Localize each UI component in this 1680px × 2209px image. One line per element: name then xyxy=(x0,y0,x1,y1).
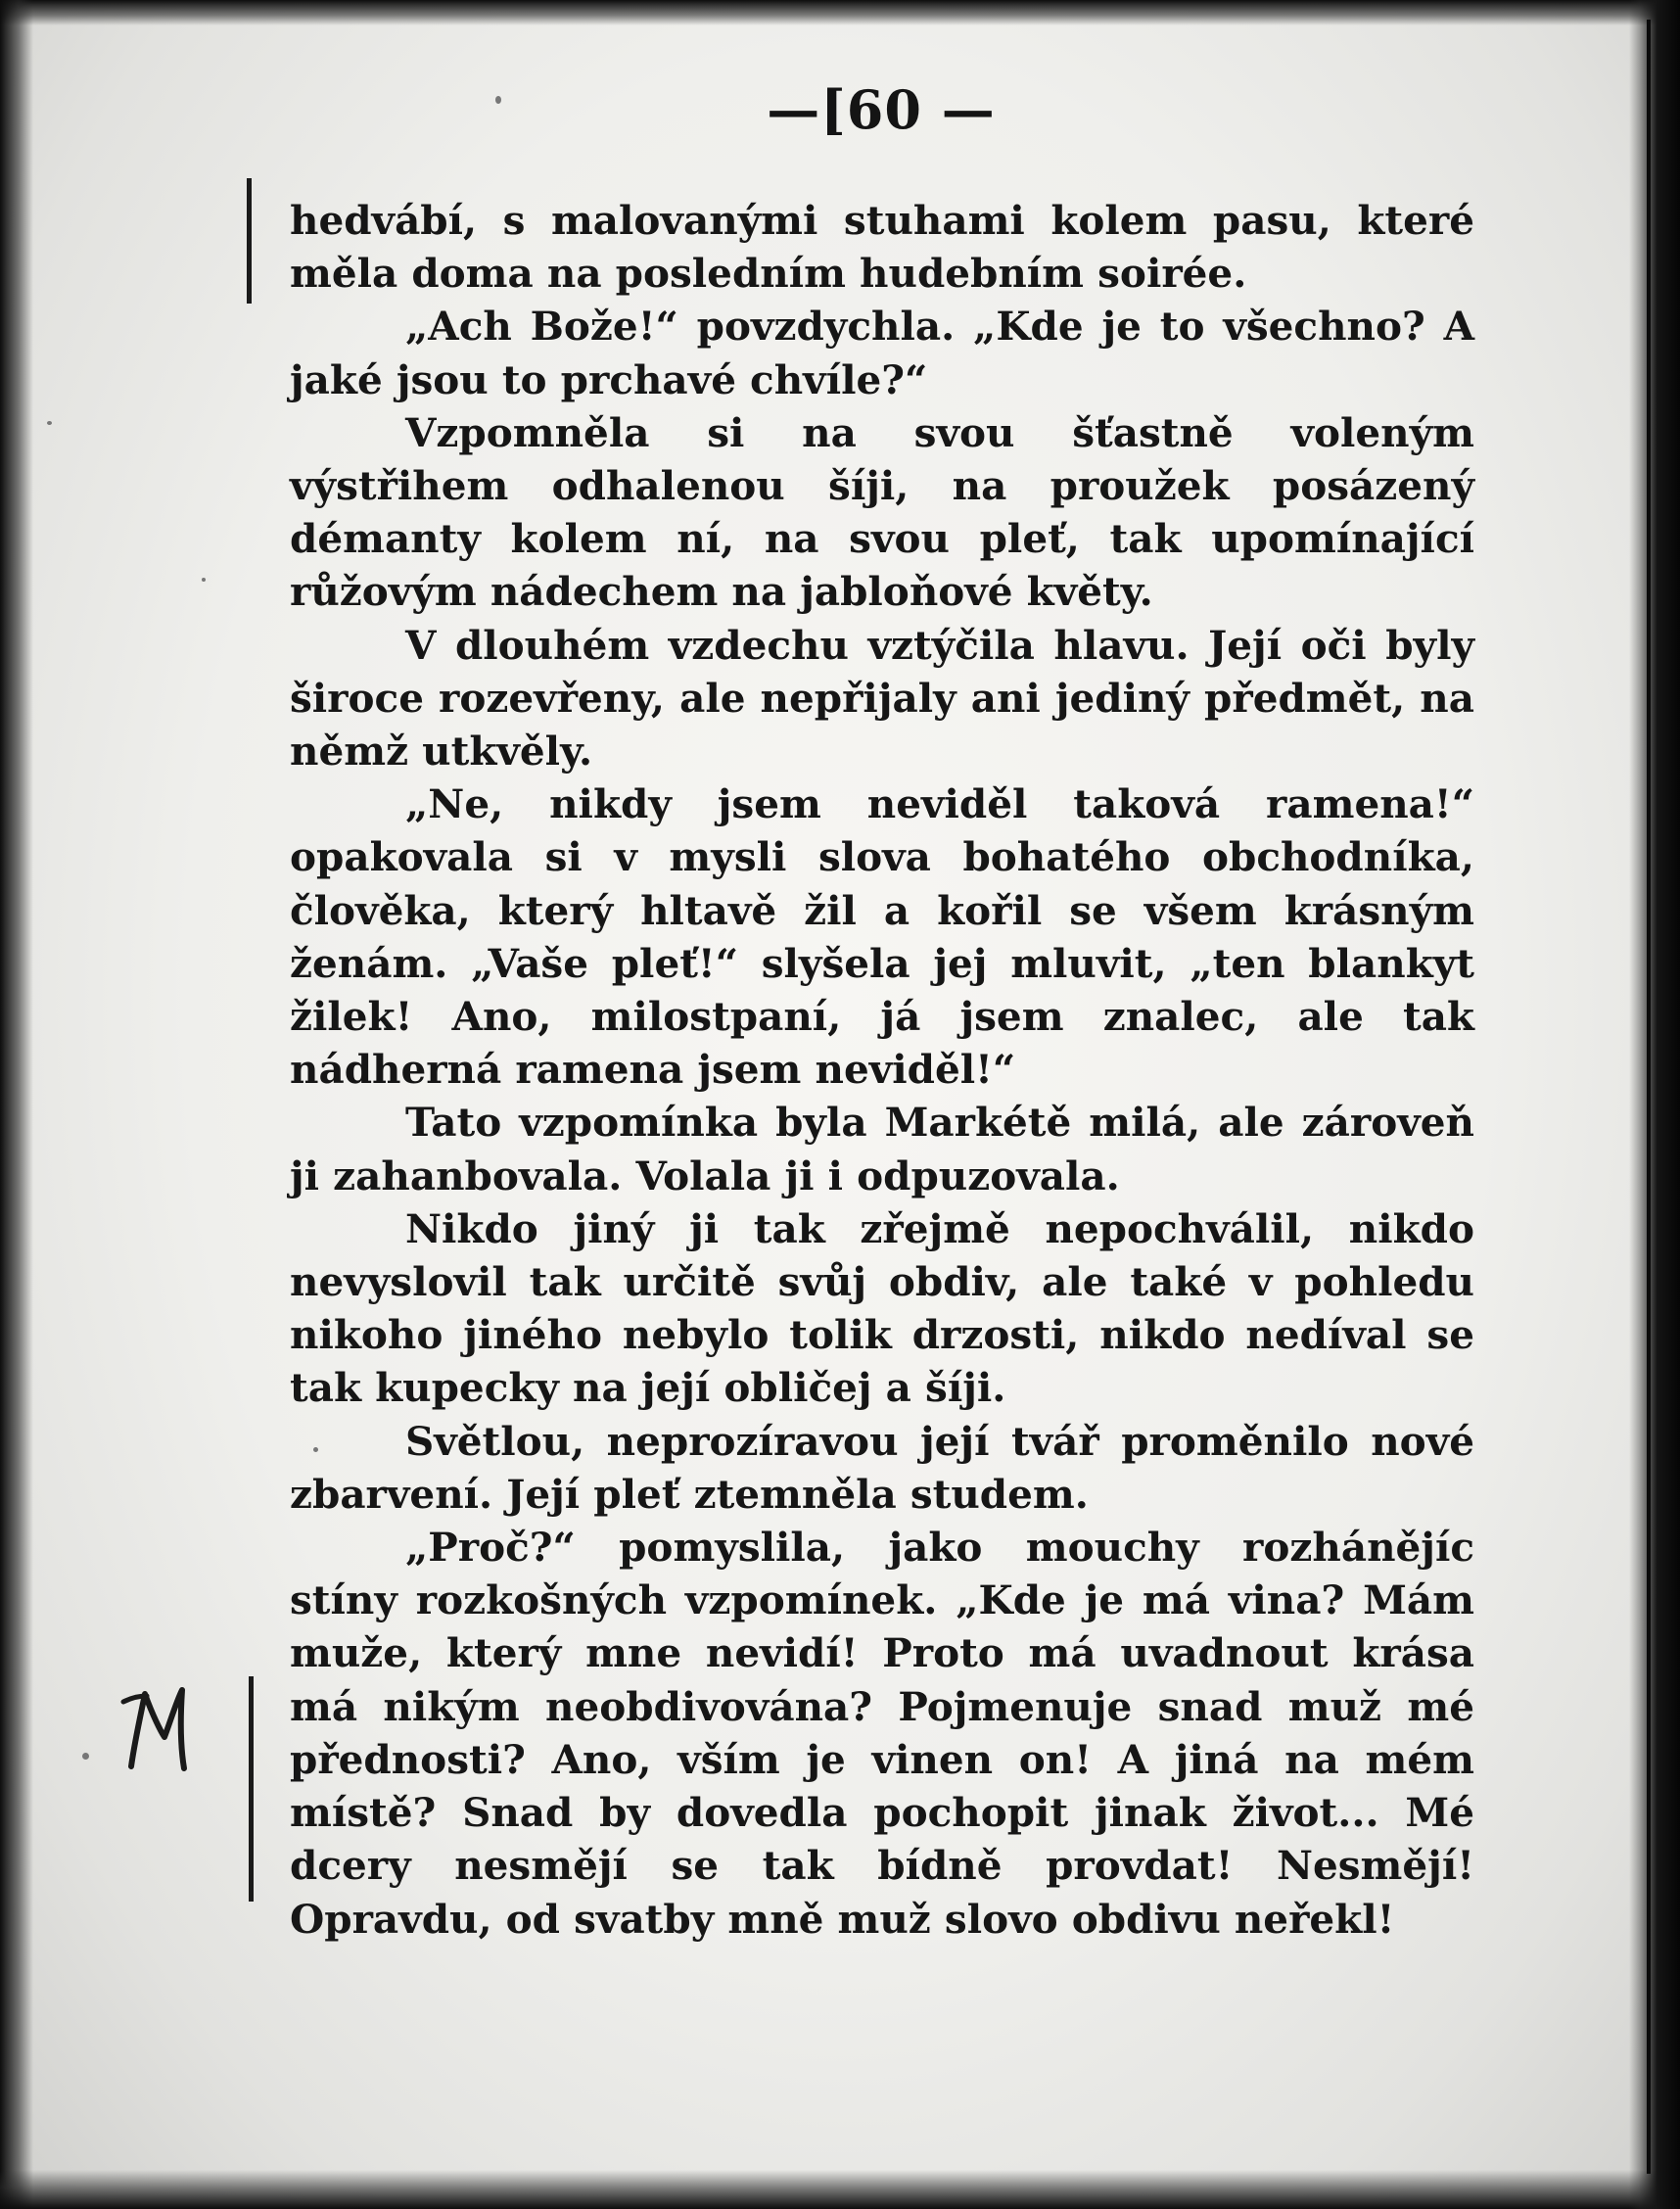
binding-gutter-line xyxy=(1647,20,1651,2174)
dust-speck xyxy=(495,96,501,104)
margin-vertical-bar-mark xyxy=(249,1676,254,1902)
scan-border-bottom xyxy=(0,2170,1680,2209)
paragraph: „Proč?“ pomyslila, jako mouchy rozhánějíc stíny rozkošných vzpomínek. „Kde je má vina? Mám muže, který mne nevidí! Proto má uvadnout krása má nikým neobdivována? Pojmenuje snad muž mé přednosti? Ano, vším je vinen on! A jiná na mém místě? Snad by dovedla pochopit jinak život... Mé dcery nesmějí se tak bídně provdat! Nesmějí! Opravdu, od svatby mně muž slovo obdivu neřekl! xyxy=(290,1524,1474,1943)
handwritten-margin-note xyxy=(117,1680,196,1778)
scan-border-right xyxy=(1629,0,1680,2209)
margin-bracket-mark xyxy=(247,178,273,304)
paragraph: Tato vzpomínka byla Markétě milá, ale zároveň ji zahanbovala. Volala ji i odpuzovala. xyxy=(290,1099,1474,1199)
paragraph: Nikdo jiný ji tak zřejmě nepochválil, nikdo nevyslovil tak určitě svůj obdiv, ale také v pohledu nikoho jiného nebylo tolik drzosti, nikdo nedíval se tak kupecky na její obličej a šíji. xyxy=(290,1204,1474,1412)
page-number: —[60 — xyxy=(767,78,996,141)
paragraph: V dlouhém vzdechu vztýčila hlavu. Její oči byly široce rozevřeny, ale nepřijaly ani jediný předmět, na němž utkvěly. xyxy=(290,621,1474,776)
paragraph: Vzpomněla si na svou šťastně voleným výstřihem odhalenou šíji, na proužek posázený démanty kolem ní, na svou pleť, tak upomínající růžovým nádechem na jabloňové květy. xyxy=(290,408,1474,616)
scan-border-left xyxy=(0,0,33,2209)
paragraph: „Ne, nikdy jsem neviděl taková ramena!“ opakovala si v mysli slova bohatého obchodníka, člověka, který hltavě žil a kořil se všem krásným ženám. „Vaše pleť!“ slyšela jej mluvit, „ten blankyt žilek! Ano, milostpaní, já jsem znalec, ale tak nádherná ramena jsem neviděl!“ xyxy=(290,780,1474,1094)
dust-speck xyxy=(47,421,52,425)
dust-speck xyxy=(202,578,206,582)
paragraph: hedvábí, s malovanými stuhami kolem pasu, které měla doma na posledním hudebním soirée. xyxy=(290,197,1474,298)
scan-border-top xyxy=(0,0,1680,25)
paragraph: Světlou, neprozíravou její tvář proměnilo nové zbarvení. Její pleť ztemněla studem. xyxy=(290,1417,1474,1518)
dust-speck xyxy=(82,1753,89,1760)
paragraph: „Ach Bože!“ povzdychla. „Kde je to všechno? A jaké jsou to prchavé chvíle?“ xyxy=(290,303,1474,403)
body-text xyxy=(290,194,1474,1946)
